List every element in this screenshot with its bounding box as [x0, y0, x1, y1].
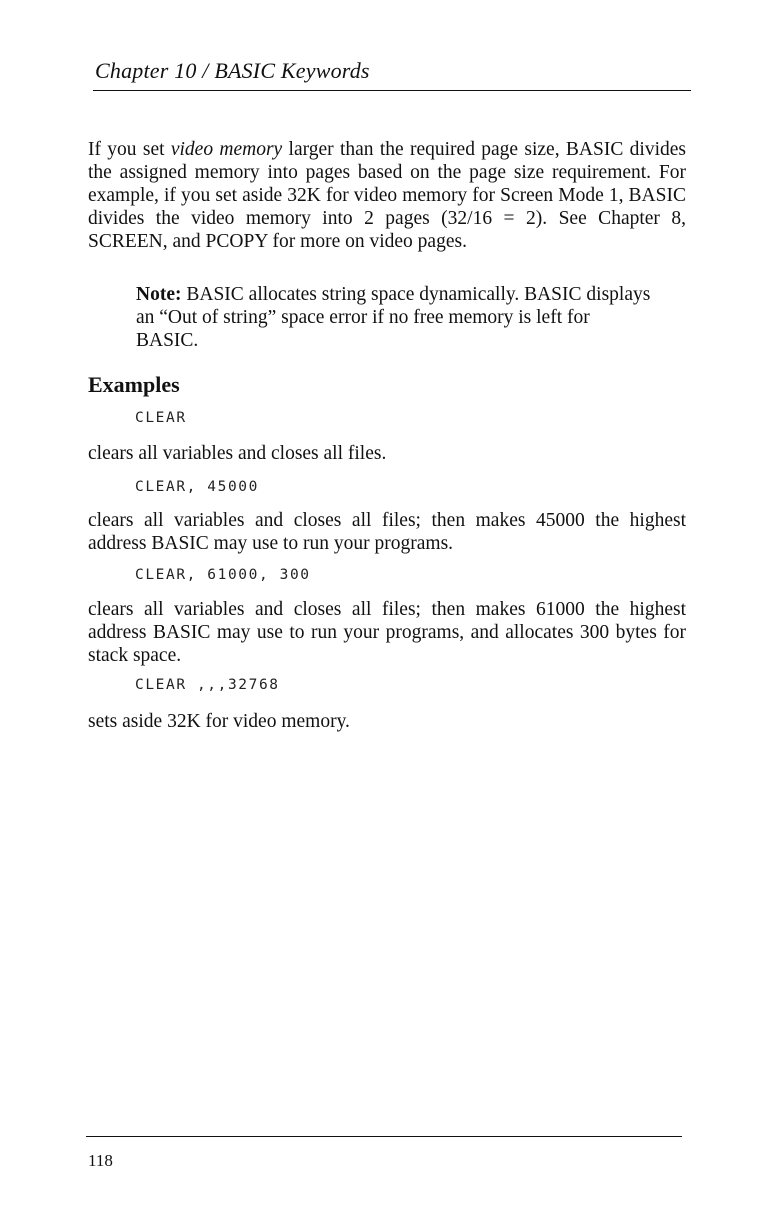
page-header — [93, 58, 691, 91]
note-block — [136, 283, 656, 352]
intro-paragraph — [88, 138, 686, 253]
code-example: CLEAR, 45000 — [135, 479, 259, 495]
example-description: clears all variables and closes all files; then makes 61000 the highest address BASIC may use to run your programs, and allocates 300 bytes for stack space. — [88, 599, 686, 666]
emphasis-video-memory: video memory — [170, 139, 283, 160]
example-description: clears all variables and closes all files. — [88, 443, 387, 464]
header-rule — [93, 90, 691, 91]
page-number: 118 — [88, 1151, 113, 1170]
chapter-title: Chapter 10 / BASIC Keywords — [95, 58, 370, 83]
code-example: CLEAR — [135, 410, 187, 426]
code-example: CLEAR ,,,32768 — [135, 677, 280, 693]
code-example: CLEAR, 61000, 300 — [135, 567, 311, 583]
note-label: Note: — [136, 284, 182, 305]
intro-text-rest: larger than the required page size, BASIC divides the assigned memory into pages based on the page size requirement. For example, if you set aside 32K for video memory for Screen Mode 1, BASIC divides the video memory into 2 pages (32/16 = 2). See Chapter 8, SCREEN, and PCOPY for more on video pages. — [88, 139, 686, 252]
note-text: BASIC allocates string space dynamically. BASIC displays an “Out of string” space error if no free memory is left for BASIC. — [136, 284, 651, 351]
footer-rule — [86, 1136, 682, 1137]
intro-text-start: If you set — [88, 139, 171, 160]
example-description: clears all variables and closes all files; then makes 45000 the highest address BASIC may use to run your programs. — [88, 510, 686, 554]
examples-heading: Examples — [88, 372, 180, 397]
example-description: sets aside 32K for video memory. — [88, 711, 350, 732]
